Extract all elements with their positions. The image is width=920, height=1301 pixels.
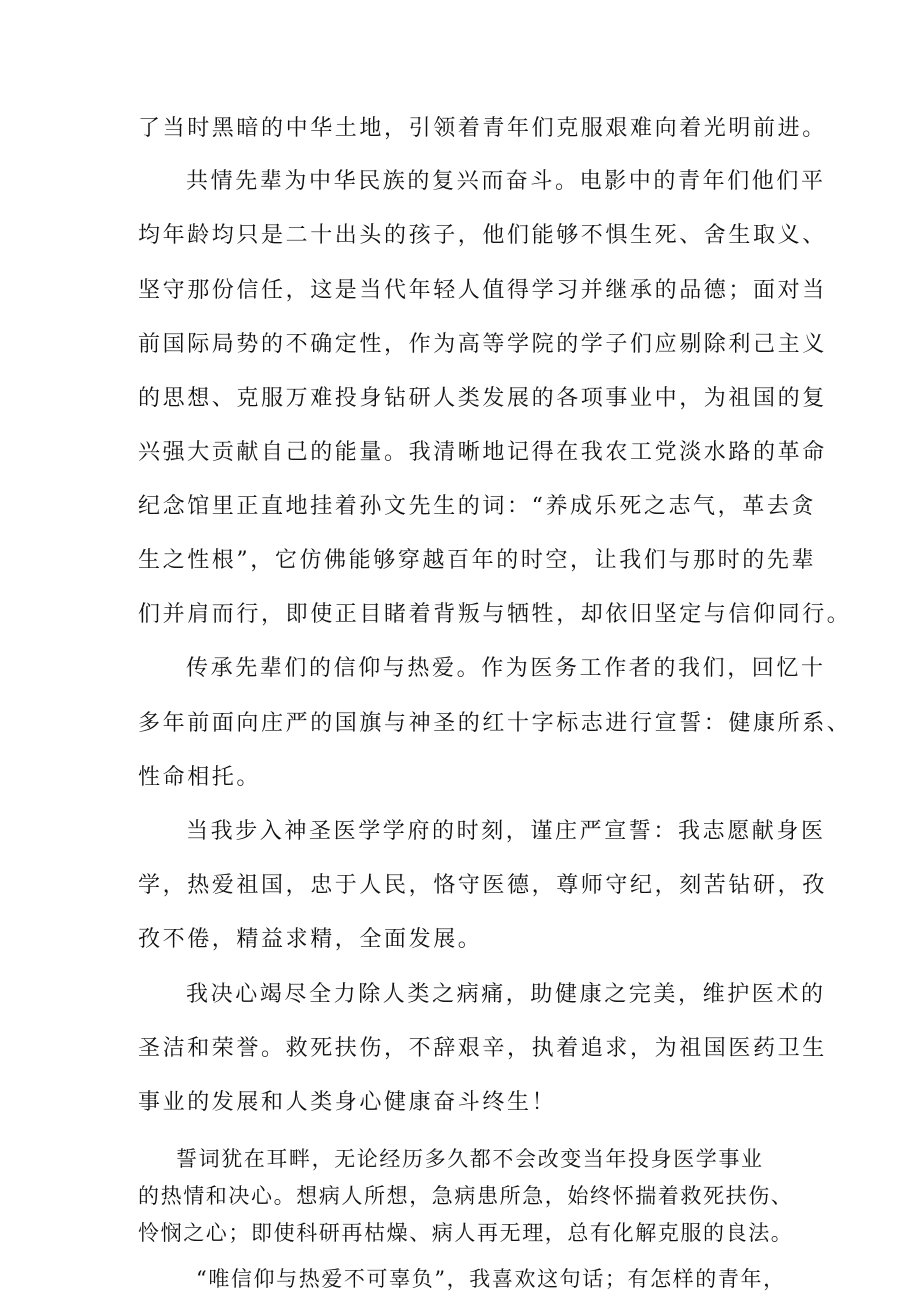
text-line-3: 均年龄均只是二十出头的孩子，他们能够不惧生死、舍生取义、 [138,223,827,248]
text-line-12: 多年前面向庄严的国旗与神圣的红十字标志进行宣誓：健康所系、 [138,711,852,736]
text-line-23: “唯信仰与热爱不可辜负”，我喜欢这句话；有怎样的青年， [196,1267,786,1291]
text-line-7: 兴强大贡献自己的能量。我清晰地记得在我农工党淡水路的革命 [138,440,827,465]
text-line-21: 的热情和决心。想病人所想，急病患所急，始终怀揣着救死扶伤、 [138,1184,794,1208]
text-line-10: 们并肩而行，即使正目睹着背叛与牺牲，却依旧坚定与信仰同行。 [138,602,852,627]
text-line-9: 生之性根”，它仿佛能够穿越百年的时空，让我们与那时的先辈 [138,548,817,573]
text-line-11: 传承先辈们的信仰与热爱。作为医务工作者的我们，回忆十 [186,656,826,681]
text-line-17: 我决心竭尽全力除人类之病痛，助健康之完美，维护医术的 [186,982,826,1007]
text-line-13: 性命相托。 [138,765,262,790]
text-line-19: 事业的发展和人类身心健康奋斗终生！ [138,1090,557,1115]
text-line-4: 坚守那份信任，这是当代年轻人值得学习并继承的品德；面对当 [138,278,827,303]
text-line-18: 圣洁和荣誉。救死扶伤，不辞艰辛，执着追求，为祖国医药卫生 [138,1036,827,1061]
text-line-5: 前国际局势的不确定性，作为高等学院的学子们应剔除利己主义 [138,332,827,357]
text-line-22: 怜悯之心；即使科研再枯燥、病人再无理，总有化解克服的良法。 [138,1221,794,1245]
text-line-1: 了当时黑暗的中华土地，引领着青年们克服艰难向着光明前进。 [138,116,827,141]
text-line-14: 当我步入神圣医学学府的时刻，谨庄严宣誓：我志愿献身医 [186,819,826,844]
text-line-6: 的思想、克服万难投身钻研人类发展的各项事业中，为祖国的复 [138,386,827,411]
text-line-2: 共情先辈为中华民族的复兴而奋斗。电影中的青年们他们平 [186,169,826,194]
text-line-20: 誓词犹在耳畔，无论经历多久都不会改变当年投身医学事业 [176,1147,764,1171]
text-line-15: 学，热爱祖国，忠于人民，恪守医德，尊师守纪，刻苦钻研，孜 [138,873,827,898]
text-line-16: 孜不倦，精益求精，全面发展。 [138,927,483,952]
text-line-8: 纪念馆里正直地挂着孙文先生的词：“养成乐死之志气，革去贪 [138,494,817,519]
